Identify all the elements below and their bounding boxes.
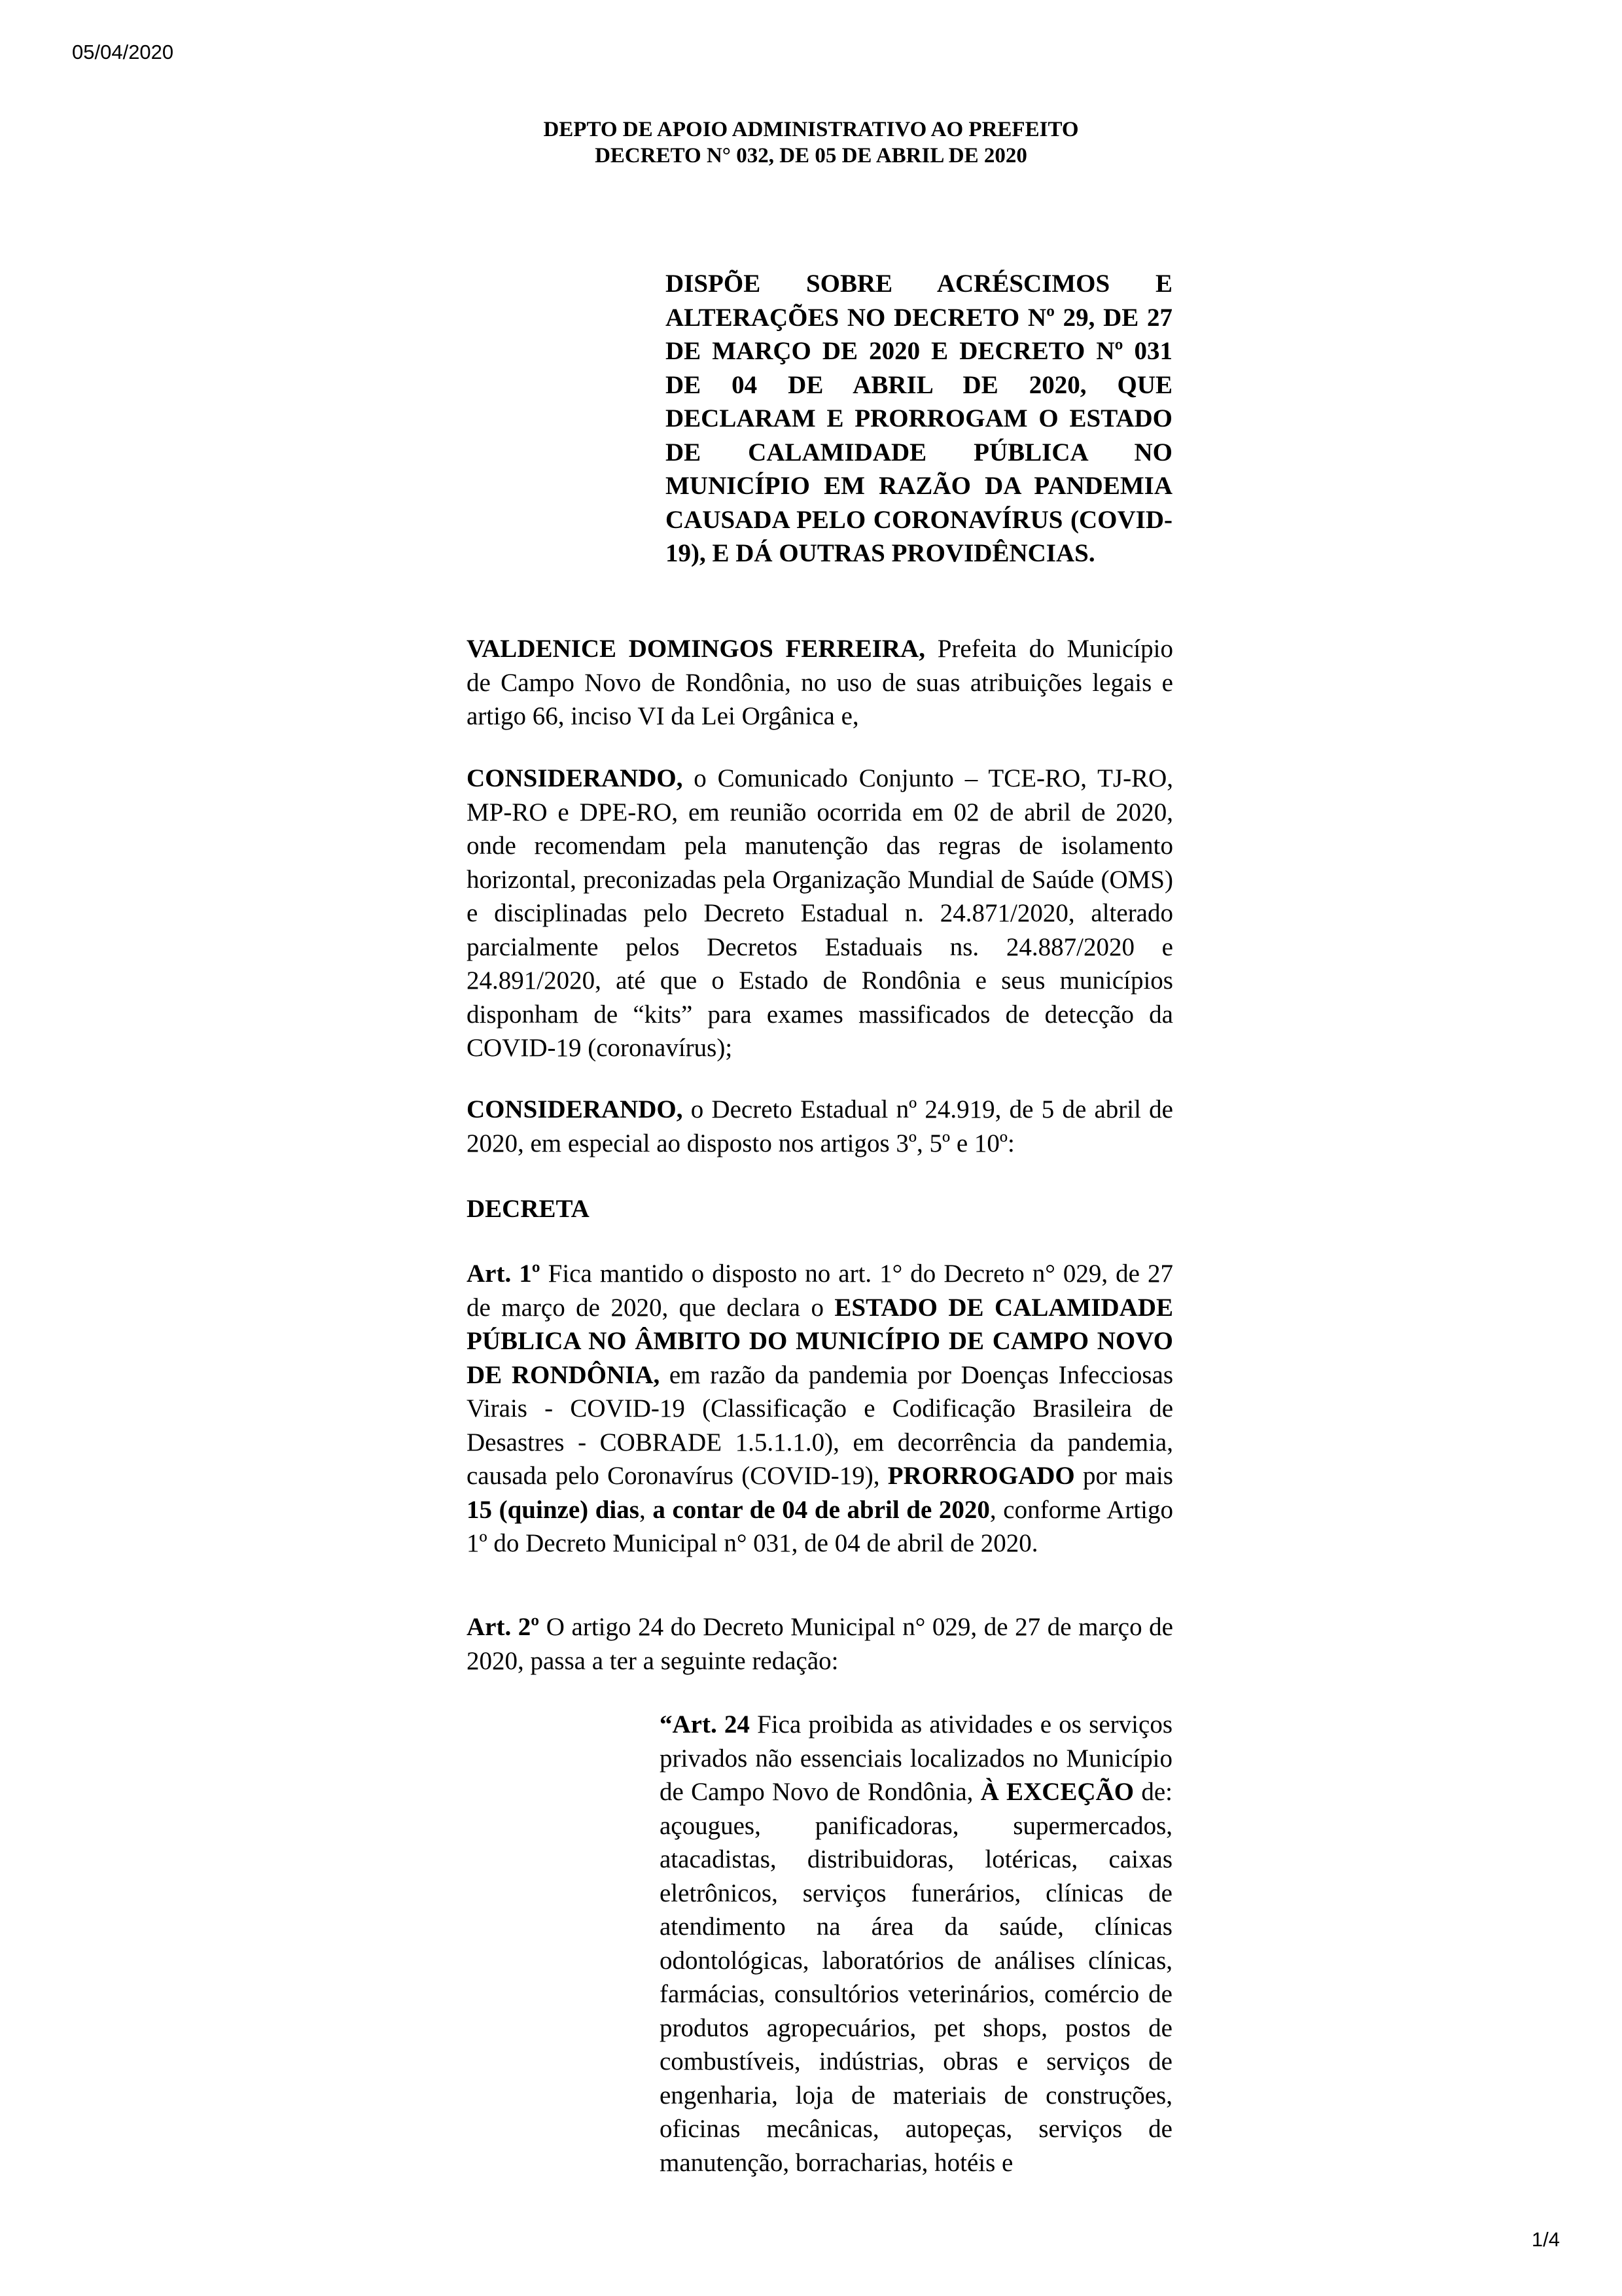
quoted-article-bold: À EXCEÇÃO bbox=[980, 1778, 1135, 1806]
mayor-name: VALDENICE DOMINGOS FERREIRA, bbox=[467, 635, 925, 663]
article-1-text-a: Fica mantido o disposto no art. 1° do Decreto n° 029, de 27 de março de 2020, que declara o bbox=[467, 1260, 1173, 1322]
article-2 bbox=[467, 1610, 1173, 1678]
decreta-label: DECRETA bbox=[467, 1195, 590, 1223]
quoted-article-text-a: Fica proibida as atividades e os serviços privados não essenciais localizados no Município de Campo Novo de Rondônia, bbox=[660, 1710, 1172, 1806]
article-1-text-d: , bbox=[639, 1495, 653, 1524]
article-1-bold-b: PRORROGADO bbox=[887, 1462, 1075, 1490]
considerando-label-1: CONSIDERANDO, bbox=[467, 764, 683, 792]
article-1-bold-c: 15 (quinze) dias bbox=[467, 1495, 639, 1524]
preamble-text: Prefeita do Município de Campo Novo de Rondônia, no uso de suas atribuições legais e artigo 66, inciso VI da Lei Orgânica e, bbox=[467, 635, 1173, 730]
article-1 bbox=[467, 1257, 1173, 1561]
quoted-article-text-b: de: açougues, panificadoras, supermercados, atacadistas, distribuidoras, lotéricas, caixas eletrônicos, serviços funerários, clínicas de atendimento na área da saúde, clínicas odontológicas, laboratórios de análises clínicas, farmácias, consultórios veterinários, comércio de produtos agropecuários, pet shops, postos de combustíveis, indústrias, obras e serviços de engenharia, loja de materiais de construções, oficinas mecânicas, autopeças, serviços de manutenção, borracharias, hotéis e bbox=[660, 1778, 1172, 2177]
article-1-text-b: em razão da pandemia por Doenças Infecciosas Virais - COVID-19 (Classificação e Codificação Brasileira de Desastres - COBRADE 1.5.1.1.0), em decorrência da pandemia, causada pelo Coronavírus (COVID-19), bbox=[467, 1360, 1173, 1490]
quoted-article-24 bbox=[660, 1708, 1172, 2180]
document-header bbox=[0, 116, 1622, 169]
quoted-article-label: “Art. 24 bbox=[660, 1710, 750, 1739]
article-2-text: O artigo 24 do Decreto Municipal n° 029, de 27 de março de 2020, passa a ter a seguinte redação: bbox=[467, 1613, 1173, 1675]
decreta-heading bbox=[467, 1192, 1173, 1226]
article-1-bold-a: ESTADO DE CALAMIDADE PÚBLICA NO ÂMBITO DO MUNICÍPIO DE CAMPO NOVO DE RONDÔNIA, bbox=[467, 1293, 1174, 1389]
considerando-paragraph-2 bbox=[467, 1093, 1173, 1160]
decree-summary: DISPÕE SOBRE ACRÉSCIMOS E ALTERAÇÕES NO DECRETO Nº 29, DE 27 DE MARÇO DE 2020 E DECRETO Nº 031 DE 04 DE ABRIL DE 2020, QUE DECLARAM E PRORROGAM O ESTADO DE CALAMIDADE PÚBLICA NO MUNICÍPIO EM RAZÃO DA PANDEMIA CAUSADA PELO CORONAVÍRUS (COVID-19), E DÁ OUTRAS PROVIDÊNCIAS. bbox=[665, 270, 1172, 567]
considerando-text-1: o Comunicado Conjunto – TCE-RO, TJ-RO, MP-RO e DPE-RO, em reunião ocorrida em 02 de abril de 2020, onde recomendam pela manutenção das regras de isolamento horizontal, preconizadas pela Organização Mundial de Saúde (OMS) e disciplinadas pelo Decreto Estadual n. 24.871/2020, alterado parcialmente pelos Decretos Estaduais ns. 24.887/2020 e 24.891/2020, até que o Estado de Rondônia e seus municípios disponham de “kits” para exames massificados de detecção da COVID-19 (coronavírus); bbox=[467, 764, 1173, 1062]
print-date: 05/04/2020 bbox=[72, 41, 174, 63]
article-1-label: Art. 1º bbox=[467, 1260, 540, 1288]
article-1-bold-d: a contar de 04 de abril de 2020 bbox=[652, 1495, 990, 1524]
article-1-text-e: , conforme Artigo 1º do Decreto Municipal n° 031, de 04 de abril de 2020. bbox=[467, 1495, 1174, 1557]
considerando-paragraph-1 bbox=[467, 762, 1173, 1065]
preamble-paragraph bbox=[467, 632, 1173, 733]
considerando-label-2: CONSIDERANDO, bbox=[467, 1095, 683, 1123]
department-title: DEPTO DE APOIO ADMINISTRATIVO AO PREFEITO bbox=[543, 118, 1079, 141]
decree-title: DECRETO N° 032, DE 05 DE ABRIL DE 2020 bbox=[595, 144, 1027, 168]
article-1-text-c: por mais bbox=[1074, 1462, 1173, 1490]
article-2-label: Art. 2º bbox=[467, 1613, 540, 1641]
page-number: 1/4 bbox=[1531, 2228, 1560, 2251]
considerando-text-2: o Decreto Estadual nº 24.919, de 5 de abril de 2020, em especial ao disposto nos artigos 3º, 5º e 10º: bbox=[467, 1095, 1173, 1157]
